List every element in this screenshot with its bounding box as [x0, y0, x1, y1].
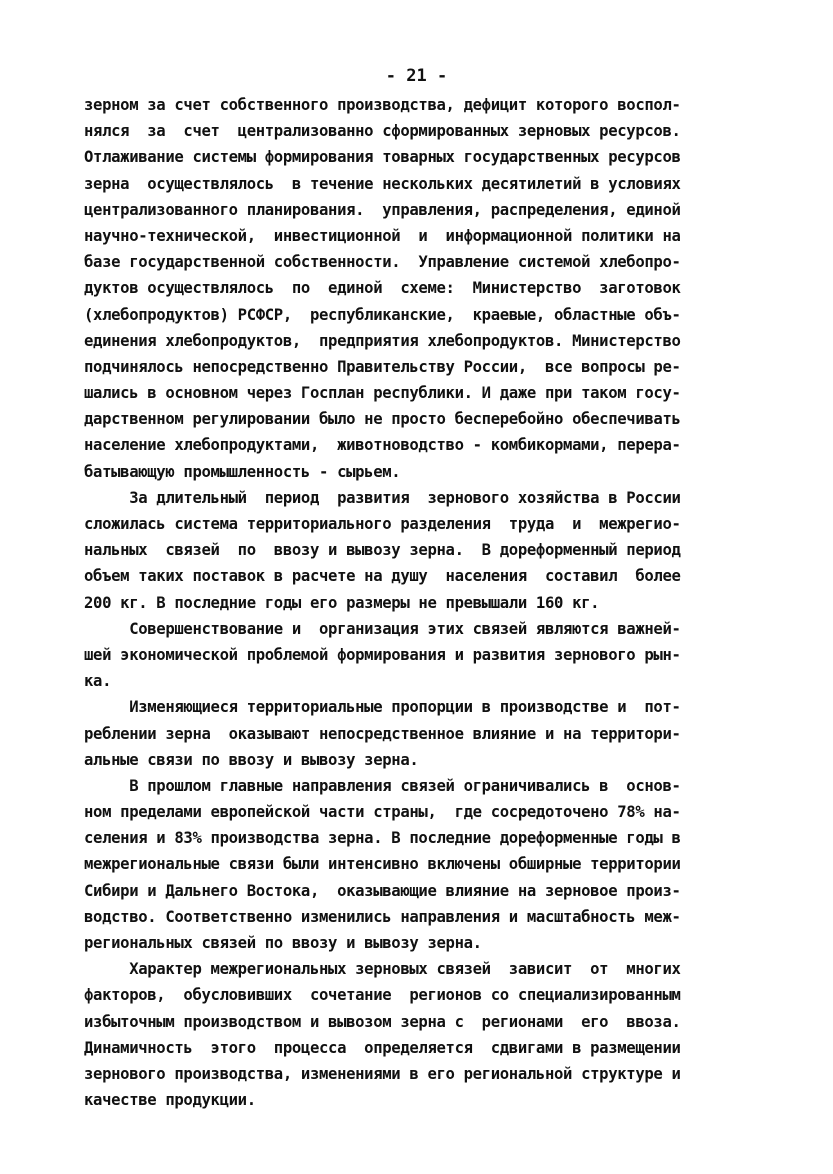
text-line: избыточным производством и вывозом зерна с регионами его ввоза. [84, 1012, 681, 1031]
text-line: шались в основном через Госплан республики. И даже при таком госу- [84, 384, 681, 403]
text-line: межрегиональные связи были интенсивно включены обширные территории [84, 855, 681, 874]
text-line: централизованного планирования. управления, распределения, единой [84, 200, 681, 219]
text-line: шей экономической проблемой формирования и развития зернового рын- [84, 645, 681, 664]
text-line: Динамичность этого процесса определяется сдвигами в размещении [84, 1038, 681, 1057]
text-line: (хлебопродуктов) РСФСР, республиканские, краевые, областные объ- [84, 305, 681, 324]
page-number: - 21 - [385, 66, 448, 86]
text-line: единения хлебопродуктов, предприятия хлебопродуктов. Министерство [84, 331, 681, 350]
text-line: Изменяющиеся территориальные пропорции в производстве и пот- [84, 698, 681, 717]
text-line: нальных связей по ввозу и вывозу зерна. В дореформенный период [84, 541, 681, 560]
text-line: Сибири и Дальнего Востока, оказывающие влияние на зерновое произ- [84, 881, 681, 900]
text-line: батывающую промышленность - сырьем. [84, 462, 401, 481]
text-line: подчинялось непосредственно Правительству России, все вопросы ре- [84, 357, 681, 376]
text-line: В прошлом главные направления связей ограничивались в основ- [84, 776, 681, 795]
text-line: население хлебопродуктами, животноводство - комбикормами, перера- [84, 436, 681, 455]
text-line: объем таких поставок в расчете на душу населения составил более [84, 567, 681, 586]
text-line: Отлаживание системы формирования товарных государственных ресурсов [84, 148, 681, 167]
text-line: базе государственной собственности. Управление системой хлебопро- [84, 253, 681, 272]
text-line: Характер межрегиональных зерновых связей зависит от многих [84, 960, 681, 979]
text-line: зерном за счет собственного производства, дефицит которого воспол- [84, 96, 681, 114]
text-line: альные связи по ввозу и вывозу зерна. [84, 750, 419, 769]
text-line: селения и 83% производства зерна. В последние дореформенные годы в [84, 829, 681, 848]
text-line: реблении зерна оказывают непосредственное влияние и на территори- [84, 724, 681, 743]
text-line: 200 кг. В последние годы его размеры не превышали 160 кг. [84, 593, 600, 612]
text-line: научно-технической, инвестиционной и информационной политики на [84, 226, 681, 245]
text-line: За длительный период развития зернового хозяйства в России [84, 488, 681, 507]
text-line: ном пределами европейской части страны, где сосредоточено 78% на- [84, 803, 681, 822]
text-line: качестве продукции. [84, 1091, 256, 1110]
text-line: сложилась система территориального разделения труда и межрегио- [84, 515, 681, 533]
text-line: дуктов осуществлялось по единой схеме: Министерство заготовок [84, 279, 681, 298]
text-line: зерна осуществлялось в течение нескольких десятилетий в условиях [84, 174, 681, 193]
text-line: региональных связей по ввозу и вывозу зерна. [84, 934, 482, 952]
text-line: водство. Соответственно изменились направления и масштабность меж- [84, 907, 681, 926]
body-text [84, 92, 774, 1113]
text-line: зернового производства, изменениями в его региональной структуре и [84, 1064, 681, 1083]
text-line: дарственном регулировании было не просто бесперебойно обеспечивать [84, 410, 681, 429]
text-line: Совершенствование и организация этих связей являются важней- [84, 619, 681, 638]
text-line: факторов, обусловивших сочетание регионов со специализированным [84, 986, 681, 1005]
text-line: ка. [84, 672, 112, 691]
text-line: нялся за счет централизованно сформированных зерновых ресурсов. [84, 122, 681, 141]
